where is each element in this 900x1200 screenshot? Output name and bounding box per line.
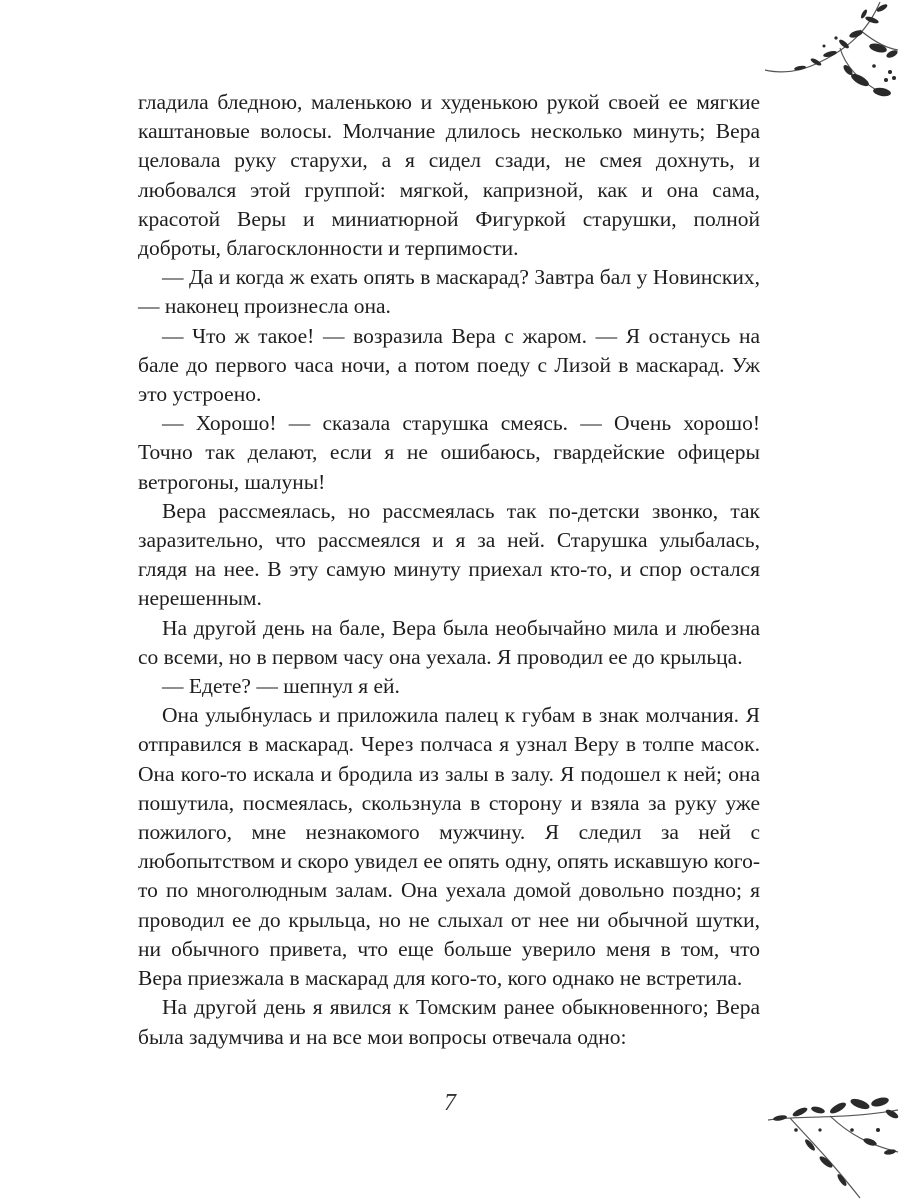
paragraph: На другой день я явился к Томским ранее обыкновенного; Вера была задумчива и на все мои вопросы отвечала одно: [138, 995, 760, 1049]
paragraph: — Да и когда ж ехать опять в маскарад? Завтра бал у Новинских, — наконец произнесла она. [138, 265, 760, 319]
paragraph: Она улыбнулась и приложила палец к губам в знак молчания. Я отправился в маскарад. Через полчаса я узнал Веру в толпе масок. Она кого-то искала и бродила из залы в залу. Я подошел к ней; она пошутила, посмеялась, скользнула в сторону и взяла за руку уже пожилого, мне незнакомого мужчину. Я следил за ней с любопытством и скоро увидел ее опять одну, опять искавшую кого-то по многолюдным залам. Она уехала домой довольно поздно; я проводил ее до крыльца, но не слыхал от нее ни обычной шутки, ни обычного привета, что еще больше уверило меня в том, что Вера приезжала в маскарад для кого-то, кого однако не встретила. [138, 703, 760, 991]
paragraph: Вера рассмеялась, но рассмеялась так по-детски звонко, так заразительно, что рассмеялся и я за ней. Старушка улыбалась, глядя на нее. В эту самую минуту приехал кто-то, и спор остался нерешенным. [138, 498, 760, 611]
paragraph: На другой день на бале, Вера была необычайно мила и любезна со всеми, но в первом часу она уехала. Я проводил ее до крыльца. [138, 615, 760, 669]
paragraph: гладила бледною, маленькою и худенькою рукой своей ее мягкие каштановые волосы. Молчание длилось несколько минуть; Вера целовала руку старухи, а я сидел сзади, не смея дохнуть, и любовался этой группой: мягкой, капризной, как и она сама, красотой Веры и миниатюрной Фигуркой старушки, полной доброты, благосклонности и терпимости. [138, 90, 760, 261]
paragraph: — Едете? — шепнул я ей. [162, 674, 400, 699]
page-number: 7 [444, 1090, 456, 1116]
paragraph: — Хорошо! — сказала старушка смеясь. — Очень хорошо! Точно так делают, если я не ошибаюсь, гвардейские офицеры ветрогоны, шалуны! [138, 411, 760, 494]
floral-ornament-top-icon [760, 0, 900, 110]
paragraph: — Что ж такое! — возразила Вера с жаром. — Я останусь на бале до первого часа ночи, а потом поеду с Лизой в маскарад. Уж это устроено. [138, 323, 760, 407]
book-page-body [138, 88, 760, 1052]
